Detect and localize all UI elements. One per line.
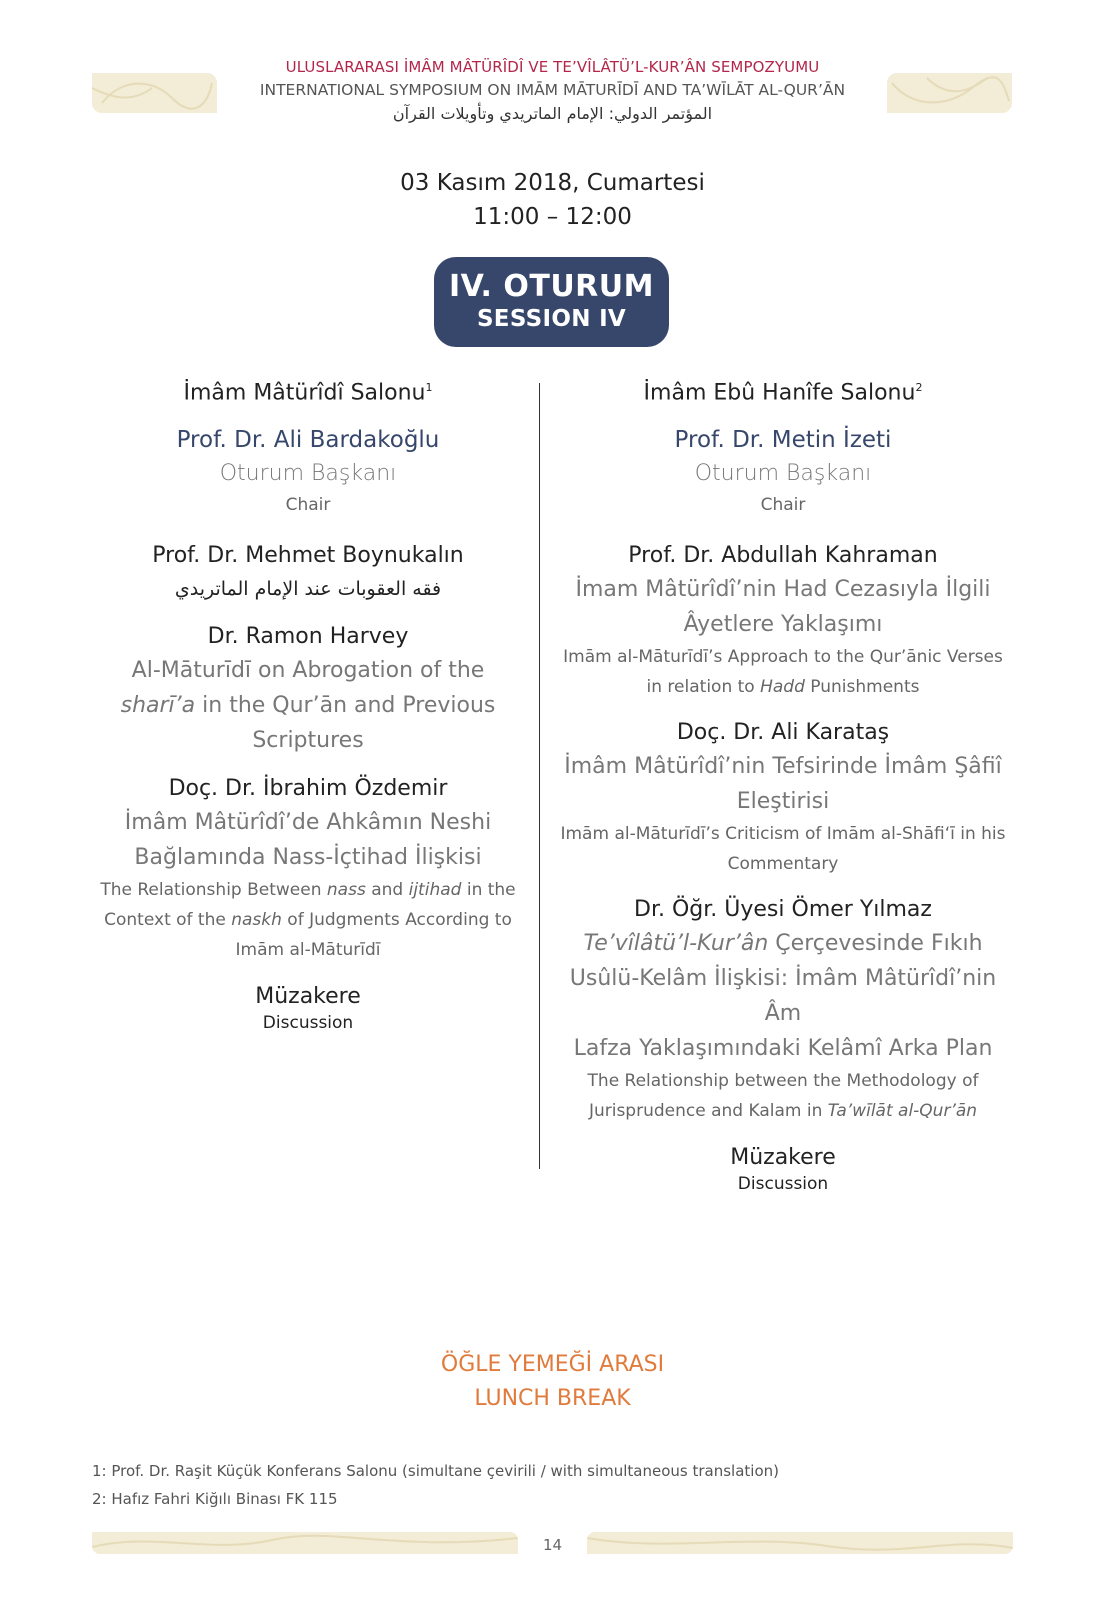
talk (553, 716, 1013, 879)
text: Punishments (804, 677, 920, 698)
term: ijtihad (408, 880, 462, 901)
talk-title-en: Imām al-Māturīdī’s Approach to the Qur’ānic Verses (563, 647, 1003, 668)
term: Ta’wīlāt al-Qur’ān (827, 1101, 978, 1122)
chair-role-tr: Oturum Başkanı (694, 461, 872, 487)
chair-role-en: Chair (760, 495, 806, 516)
term: naskh (231, 910, 282, 931)
chair-name: Prof. Dr. Metin İzeti (674, 427, 892, 454)
talk-title-tr: Usûlü-Kelâm İlişkisi: İmâm Mâtürîdî’nin Âm (569, 966, 997, 1027)
speaker-name: Dr. Öğr. Üyesi Ömer Yılmaz (634, 897, 932, 923)
term: Te’vîlâtü’l-Kur’ân (583, 931, 769, 957)
talk (78, 772, 538, 965)
talk-title-en: Commentary (727, 854, 839, 875)
speaker-name: Doç. Dr. Ali Karataş (676, 720, 890, 746)
term: nass (326, 880, 366, 901)
talk-title-tr: Âyetlere Yaklaşımı (683, 612, 883, 638)
talk-title-text: in the Qur’ān and Previous (195, 693, 496, 719)
symposium-title-en: INTERNATIONAL SYMPOSIUM ON IMĀM MĀTURĪDĪ AND TA’WĪLĀT AL-QUR’ĀN (259, 81, 846, 99)
talk-title-en (78, 905, 538, 935)
term: Hadd (760, 677, 805, 698)
discussion-label-en: Discussion (262, 1013, 354, 1034)
talk (553, 893, 1013, 1126)
speaker-name: Dr. Ramon Harvey (207, 624, 409, 650)
speaker-name: Doç. Dr. İbrahim Özdemir (168, 776, 448, 802)
talk-title-en (553, 672, 1013, 702)
chair-role-tr: Oturum Başkanı (219, 461, 397, 487)
chair-role-en: Chair (285, 495, 331, 516)
text: and (365, 880, 409, 901)
hall-name: İmâm Ebû Hanîfe Salonu (643, 380, 916, 406)
talk (78, 539, 538, 606)
lunch-break-en: LUNCH BREAK (474, 1386, 631, 1411)
hall-name: İmâm Mâtürîdî Salonu (183, 380, 426, 406)
talk-title-en: Imām al-Māturīdī’s Criticism of Imām al-Shāfi‘ī in his (560, 824, 1006, 845)
text: in relation to (646, 677, 761, 698)
talk (553, 539, 1013, 702)
text: Context of the (104, 910, 232, 931)
text: of Judgments According to (281, 910, 512, 931)
footnote-ref: 1 (425, 381, 433, 394)
session-label-en: SESSION IV (476, 306, 627, 332)
symposium-title-ar: المؤتمر الدولي: الإمام الماتريدي وتأويلات القرآن (392, 104, 713, 123)
page-number: 14 (542, 1536, 563, 1554)
text: Jurisprudence and Kalam in (588, 1101, 828, 1122)
talk-title-tr: İmâm Mâtürîdî’de Ahkâmın Neshi (124, 810, 492, 836)
chair-name: Prof. Dr. Ali Bardakoğlu (176, 427, 440, 454)
hall-column-left (78, 372, 538, 1035)
hall-column-right (553, 372, 1013, 1196)
text: in the (461, 880, 516, 901)
lunch-break-tr: ÖĞLE YEMEĞİ ARASI (440, 1352, 665, 1377)
talk-title-tr: Eleştirisi (736, 789, 830, 815)
talk-title-term: sharī’a (120, 693, 196, 719)
talk-title-tr: Bağlamında Nass-İçtihad İlişkisi (134, 845, 482, 871)
footnote: 2: Hafız Fahri Kiğılı Binası FK 115 (92, 1490, 338, 1508)
talk-title-line: Scriptures (252, 728, 364, 754)
session-date: 03 Kasım 2018, Cumartesi (400, 170, 705, 196)
text: Çerçevesinde Fıkıh (768, 931, 983, 957)
discussion-label-en: Discussion (737, 1174, 829, 1195)
discussion-label-tr: Müzakere (255, 984, 361, 1010)
speaker-name: Prof. Dr. Abdullah Kahraman (628, 543, 938, 569)
discussion-label-tr: Müzakere (730, 1145, 836, 1171)
talk-title-tr: İmâm Mâtürîdî’nin Tefsirinde İmâm Şâfiî (564, 754, 1002, 780)
session-time: 11:00 – 12:00 (473, 204, 632, 230)
talk-title-line (78, 688, 538, 723)
column-divider (539, 383, 540, 1169)
talk-title-line: Al-Māturīdī on Abrogation of the (131, 658, 485, 684)
speaker-name: Prof. Dr. Mehmet Boynukalın (152, 543, 464, 569)
talk-title-tr: Lafza Yaklaşımındaki Kelâmî Arka Plan (573, 1036, 993, 1062)
talk-title-tr (553, 926, 1013, 961)
session-badge (434, 257, 669, 347)
talk-title-en: The Relationship between the Methodology of (587, 1071, 979, 1092)
footnote-ref: 2 (915, 381, 923, 394)
hall-title (78, 372, 538, 409)
text: The Relationship Between (100, 880, 327, 901)
hall-title (553, 372, 1013, 409)
session-label-tr: IV. OTURUM (449, 269, 654, 304)
talk (78, 620, 538, 758)
talk-title-en (78, 875, 538, 905)
talk-title-tr: İmam Mâtürîdî’nin Had Cezasıyla İlgili (575, 577, 991, 603)
footnote: 1: Prof. Dr. Raşit Küçük Konferans Salonu (simultane çevirili / with simultaneous translation) (92, 1462, 779, 1480)
talk-title-en: Imām al-Māturīdī (235, 940, 381, 961)
talk-title-ar: فقه العقوبات عند الإمام الماتريدي (174, 578, 442, 601)
symposium-title-tr: ULUSLARARASI İMÂM MÂTÜRÎDÎ VE TE’VÎLÂTÜ’L-KUR’ÂN SEMPOZYUMU (285, 58, 820, 76)
talk-title-en (553, 1096, 1013, 1126)
